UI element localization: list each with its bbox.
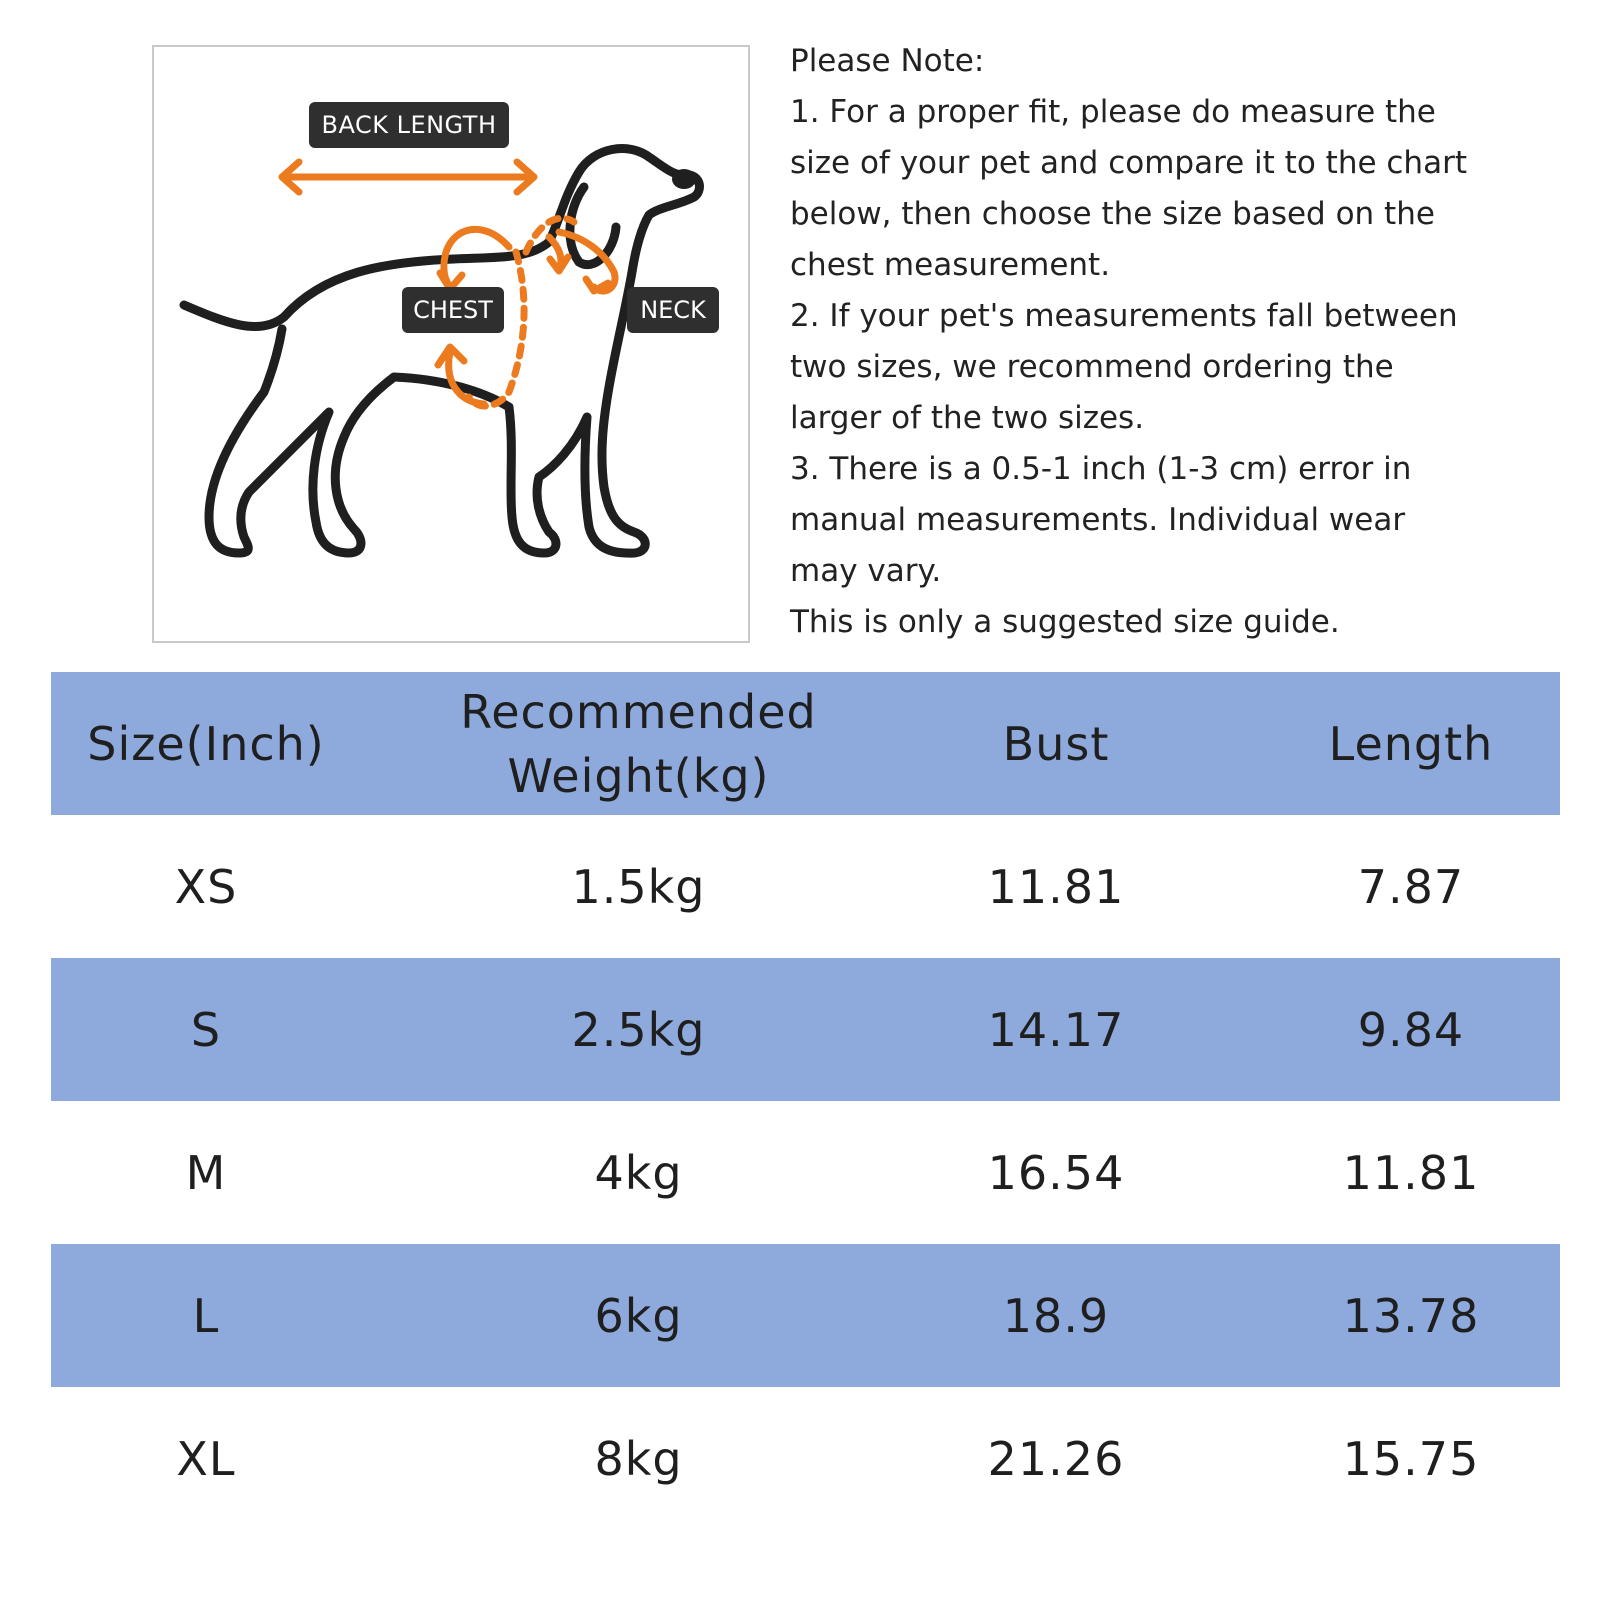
cell-weight: 6kg [594, 1288, 683, 1343]
table-row [51, 1101, 1560, 1244]
header-length: Length [1328, 716, 1494, 771]
table-row [51, 958, 1560, 1101]
table-header-row [51, 672, 1560, 815]
cell-weight: 8kg [594, 1431, 683, 1486]
cell-bust: 11.81 [987, 859, 1125, 914]
size-notes [790, 36, 1580, 648]
notes-disclaimer: This is only a suggested size guide. [790, 604, 1340, 640]
notes-line: two sizes, we recommend ordering the [790, 349, 1394, 385]
notes-line: below, then choose the size based on the [790, 196, 1435, 232]
size-chart-table [51, 672, 1560, 1530]
cell-size: M [185, 1145, 227, 1200]
neck-label [627, 287, 719, 333]
cell-bust: 16.54 [987, 1145, 1125, 1200]
table-row [51, 1387, 1560, 1530]
cell-bust: 21.26 [987, 1431, 1125, 1486]
notes-heading: Please Note: [790, 43, 985, 79]
cell-size: XL [176, 1431, 236, 1486]
notes-line: size of your pet and compare it to the chart [790, 145, 1467, 181]
cell-length: 11.81 [1342, 1145, 1480, 1200]
cell-length: 13.78 [1342, 1288, 1480, 1343]
notes-line: larger of the two sizes. [790, 400, 1145, 436]
cell-weight: 1.5kg [571, 859, 706, 914]
cell-length: 15.75 [1342, 1431, 1480, 1486]
notes-line: 2. If your pet's measurements fall between [790, 298, 1458, 334]
cell-weight: 2.5kg [571, 1002, 706, 1057]
table-row [51, 815, 1560, 958]
back-length-label-text: BACK LENGTH [321, 111, 497, 139]
table-row [51, 1244, 1560, 1387]
cell-size: XS [174, 859, 238, 914]
header-size: Size(Inch) [87, 716, 325, 771]
cell-bust: 14.17 [987, 1002, 1125, 1057]
header-bust: Bust [1002, 716, 1110, 771]
cell-weight: 4kg [594, 1145, 683, 1200]
header-weight-line2: Weight(kg) [507, 748, 770, 803]
notes-line: 3. There is a 0.5-1 inch (1-3 cm) error in [790, 451, 1412, 487]
cell-size: L [192, 1288, 220, 1343]
cell-length: 7.87 [1357, 859, 1465, 914]
cell-size: S [190, 1002, 222, 1057]
neck-label-text: NECK [640, 296, 706, 324]
back-length-label [309, 102, 509, 148]
notes-line: manual measurements. Individual wear [790, 502, 1406, 538]
notes-line: 1. For a proper fit, please do measure the [790, 94, 1436, 130]
dog-outline [184, 149, 699, 554]
dog-measurement-diagram [152, 45, 750, 643]
cell-bust: 18.9 [1002, 1288, 1110, 1343]
notes-line: chest measurement. [790, 247, 1111, 283]
chest-label [402, 287, 504, 333]
notes-line: may vary. [790, 553, 942, 589]
header-weight-line1: Recommended [460, 684, 817, 739]
chest-label-text: CHEST [413, 296, 493, 324]
cell-length: 9.84 [1357, 1002, 1465, 1057]
